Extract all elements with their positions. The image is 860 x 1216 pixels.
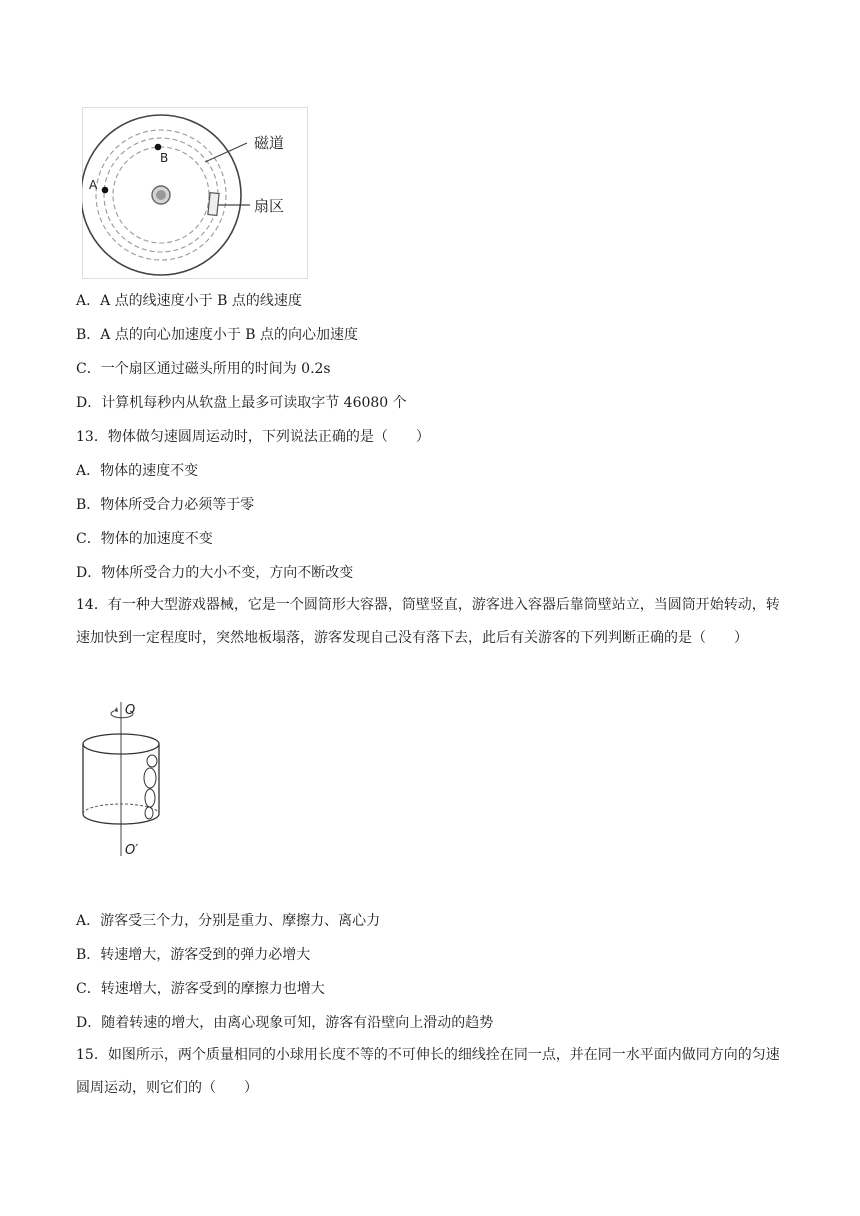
q14-option-c: C．转速增大，游客受到的摩擦力也增大 bbox=[76, 981, 325, 997]
q15-stem: 15．如图所示，两个质量相同的小球用长度不等的不可伸长的细线拴在同一点，并在同一水平面内做同方向的匀速圆周运动，则它们的（ ） bbox=[76, 1047, 780, 1096]
q13-option-b: B．物体所受合力必须等于零 bbox=[76, 497, 255, 513]
q13-option-a: A．物体的速度不变 bbox=[76, 463, 199, 479]
point-a bbox=[102, 187, 109, 194]
q12-option-c: C．一个扇区通过磁头所用的时间为 0.2s bbox=[76, 361, 331, 377]
label-sector: 扇区 bbox=[254, 197, 285, 215]
q14-option-d: D．随着转速的增大，由离心现象可知，游客有沿壁向上滑动的趋势 bbox=[76, 1015, 494, 1031]
q14-option-b: B．转速增大，游客受到的弹力必增大 bbox=[76, 947, 311, 963]
label-a: A bbox=[89, 178, 98, 192]
q13-option-d: D．物体所受合力的大小不变，方向不断改变 bbox=[76, 565, 354, 581]
point-b bbox=[155, 144, 162, 151]
q14-option-a: A．游客受三个力，分别是重力、摩擦力、离心力 bbox=[76, 913, 381, 929]
label-track: 磁道 bbox=[254, 134, 285, 152]
label-o-top: O bbox=[125, 703, 136, 718]
floppy-disk-figure bbox=[82, 107, 308, 279]
rotating-cylinder-figure bbox=[78, 700, 178, 860]
q12-option-a: A．A 点的线速度小于 B 点的线速度 bbox=[76, 293, 302, 309]
q14-stem: 14．有一种大型游戏器械，它是一个圆筒形大容器，筒壁竖直，游客进入容器后靠筒壁站立，当圆筒开始转动，转速加快到一定程度时，突然地板塌落，游客发现自己没有落下去，此后有关游客的下列判断正确的是（ ） bbox=[76, 597, 780, 646]
q12-option-b: B．A 点的向心加速度小于 B 点的向心加速度 bbox=[76, 327, 359, 343]
q13-option-c: C．物体的加速度不变 bbox=[76, 531, 213, 547]
label-o-bottom: O′ bbox=[125, 843, 139, 858]
label-b: B bbox=[160, 151, 169, 165]
q13-stem: 13．物体做匀速圆周运动时，下列说法正确的是（ ） bbox=[76, 429, 430, 445]
q12-option-d: D．计算机每秒内从软盘上最多可读取字节 46080 个 bbox=[76, 395, 407, 411]
